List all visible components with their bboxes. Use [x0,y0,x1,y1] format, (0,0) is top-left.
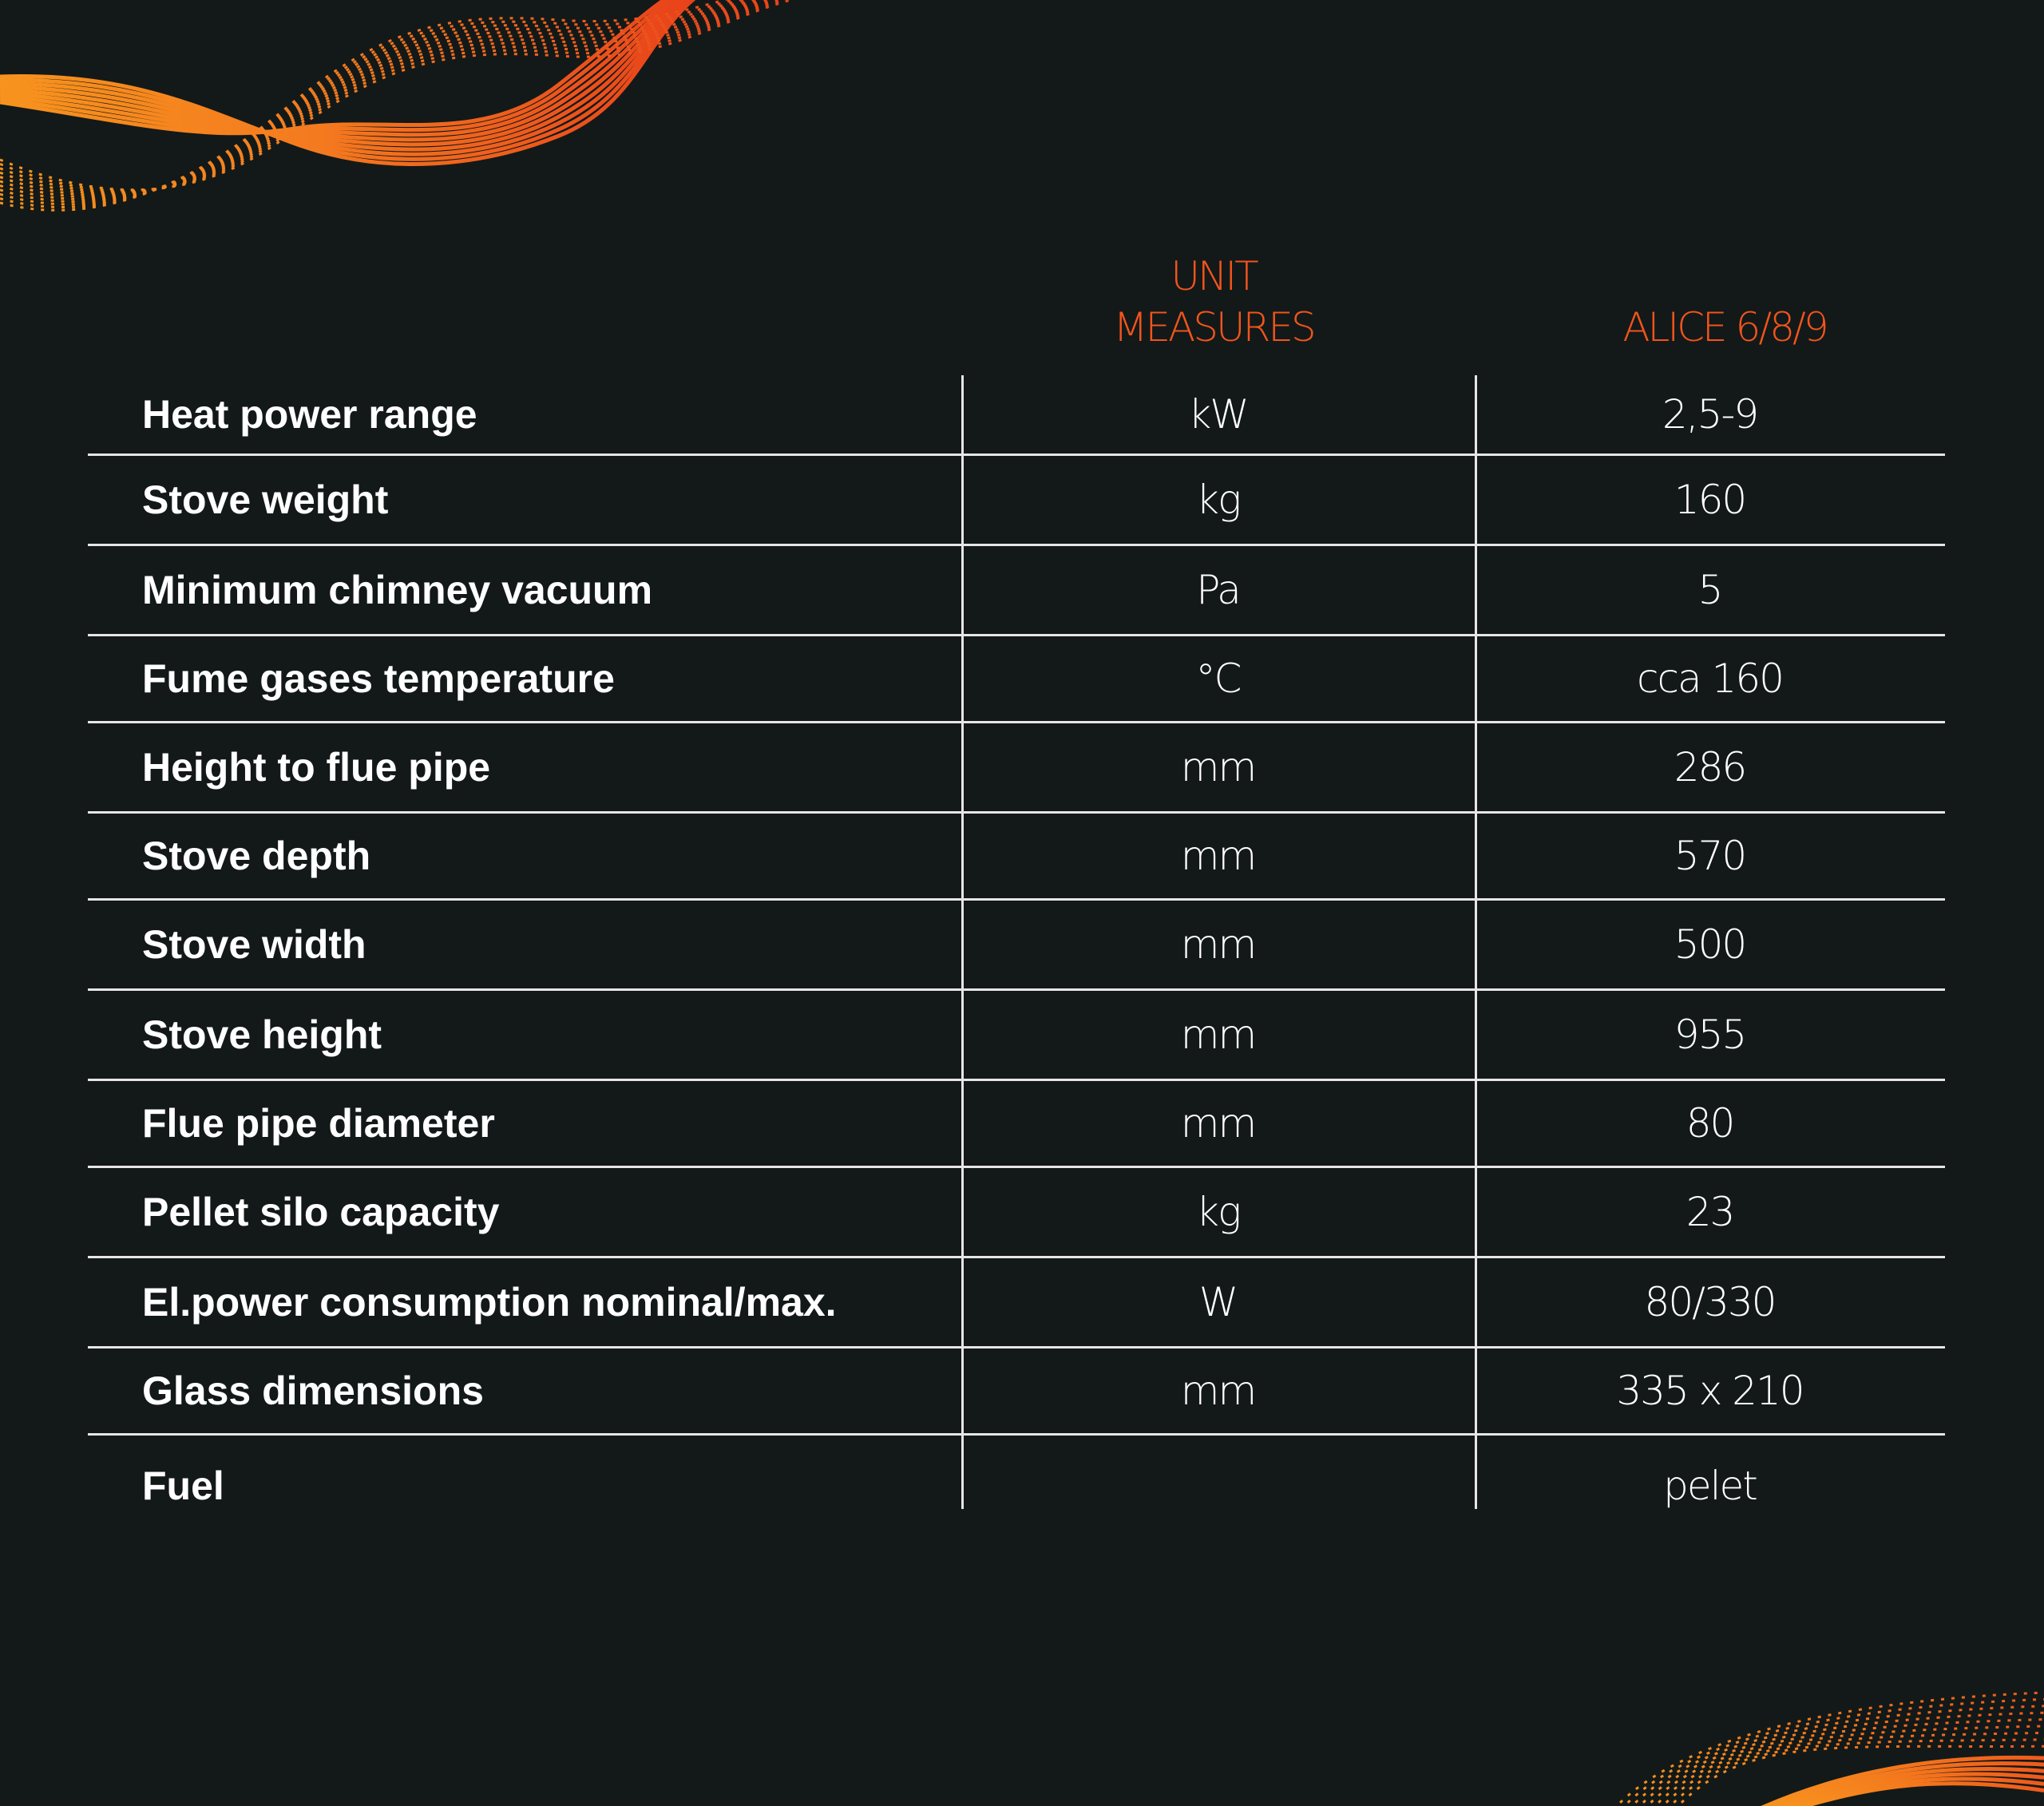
table-row [88,375,1945,456]
wave-line [0,0,806,191]
row-label: Fuel [142,1463,224,1508]
row-unit: kg [1196,477,1240,523]
wave-line [1659,1733,2044,1806]
row-unit: mm [1180,1368,1256,1414]
table-row [88,814,1945,901]
row-label: Flue pipe diameter [142,1101,495,1146]
row-value: cca 160 [1637,655,1783,702]
wave-line [0,0,703,140]
wave-line [1651,1726,2044,1806]
row-value: 5 [1697,567,1722,613]
wave-line [1628,1706,2044,1806]
row-unit: mm [1180,744,1256,790]
wave-line [0,0,806,193]
table-row [88,723,1945,814]
row-unit: W [1198,1279,1238,1325]
wave-line [0,0,703,159]
table-row [88,1258,1945,1349]
wave-line [1778,1774,2044,1806]
wave-line [0,0,703,135]
wave-line [0,0,806,210]
wave-line [1771,1768,2044,1806]
wave-line [0,0,806,200]
row-label: Stove weight [142,477,389,522]
table-row [88,546,1945,636]
wave-line [0,0,703,132]
row-unit: kW [1188,391,1248,438]
wave-line [1666,1740,2044,1806]
table-row [88,901,1945,991]
wave-line [0,0,703,133]
wave-line [1764,1764,2044,1806]
wave-line [0,0,806,204]
row-label: El.power consumption nominal/max. [142,1280,837,1325]
row-unit: °C [1195,655,1241,702]
wave-line [1613,1693,2044,1806]
row-value: 2,5-9 [1662,391,1758,438]
header-unit-line2: MEASURES [1113,304,1314,351]
row-value: 80 [1686,1100,1734,1147]
row-unit: Pa [1196,567,1240,613]
table-row [88,991,1945,1081]
wave-line [0,0,703,145]
wave-line [0,0,806,192]
wave-line [1792,1784,2044,1806]
table-row [88,456,1945,546]
row-value: 23 [1686,1189,1734,1235]
row-label: Stove depth [142,834,371,878]
decorative-wave-bottom [1597,1678,2044,1806]
header-unit-line1: UNIT [1171,253,1257,299]
row-label: Minimum chimney vacuum [142,568,653,612]
table-row [88,1168,1945,1258]
wave-line [1621,1699,2044,1806]
wave-line [1636,1713,2044,1806]
wave-line [1757,1757,2044,1806]
row-value: 955 [1674,1012,1746,1058]
wave-line [1785,1779,2044,1806]
wave-line [0,0,806,208]
row-unit: mm [1180,1012,1256,1058]
wave-line [0,0,703,154]
row-value: 80/330 [1644,1279,1776,1325]
row-label: Fume gases temperature [142,656,615,701]
wave-line [1643,1720,2044,1806]
decorative-wave-top [0,0,814,255]
column-divider-1 [961,375,964,1509]
wave-line [1674,1746,2044,1806]
spec-table [88,375,1945,1536]
table-row [88,1436,1945,1536]
row-label: Heat power range [142,392,477,437]
wave-line [0,0,806,202]
row-label: Glass dimensions [142,1368,484,1413]
row-unit: mm [1180,921,1256,968]
row-value: 335 x 210 [1616,1368,1804,1414]
header-model: ALICE 6/8/9 [1622,304,1827,351]
table-row [88,1081,1945,1168]
row-label: Pellet silo capacity [142,1190,500,1234]
wave-line [0,0,806,195]
row-value: 160 [1674,477,1746,523]
row-unit: mm [1180,833,1256,879]
header-unit-measures [966,251,1461,353]
row-value: 500 [1674,921,1746,968]
row-value: 286 [1674,744,1746,790]
row-unit: mm [1180,1100,1256,1147]
table-row [88,1349,1945,1436]
row-label: Stove width [142,922,366,967]
row-label: Stove height [142,1012,382,1057]
wave-line [0,0,703,164]
row-label: Height to flue pipe [142,745,491,790]
row-unit: kg [1196,1189,1240,1235]
wave-line [0,0,806,197]
row-value: pelet [1663,1463,1757,1509]
wave-line [0,0,703,149]
column-divider-2 [1475,375,1477,1509]
row-value: 570 [1674,833,1746,879]
table-row [88,636,1945,723]
wave-line [0,0,806,190]
